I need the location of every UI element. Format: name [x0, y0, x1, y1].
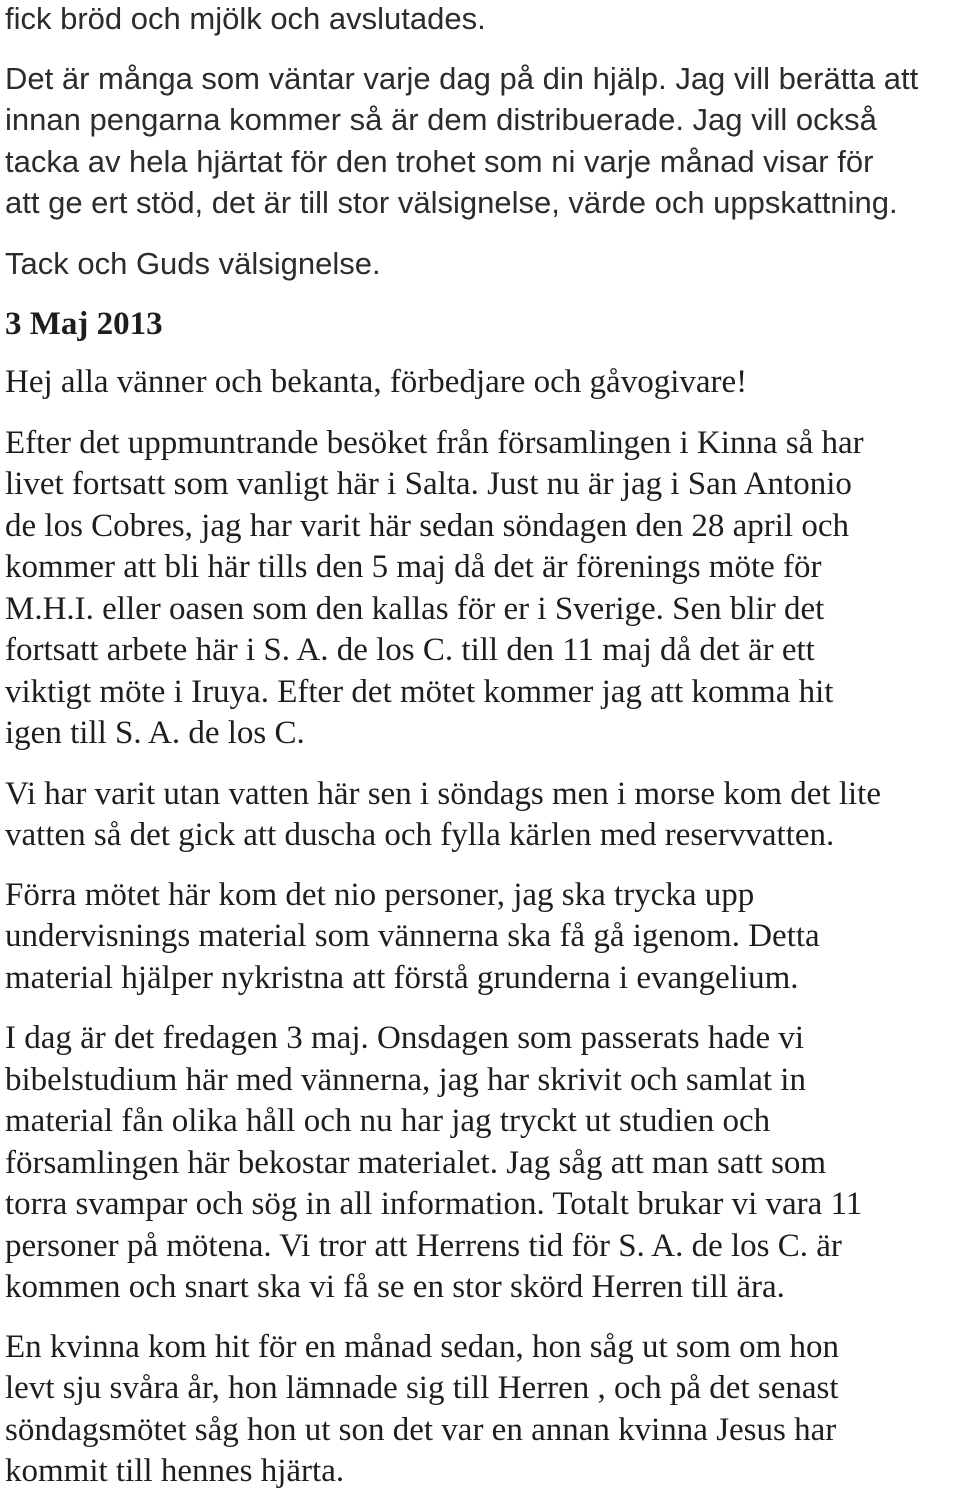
intro-line: Tack och Guds välsignelse. [5, 246, 381, 281]
intro-line: att ge ert stöd, det är till stor välsignelse, värde och uppskattning. [5, 185, 898, 220]
paragraph-5-line: En kvinna kom hit för en månad sedan, hon såg ut som om hon [5, 1329, 840, 1365]
paragraph-4-line: material fån olika håll och nu har jag tryckt ut studien och [5, 1103, 771, 1139]
paragraph-3-line: material hjälper nykristna att förstå grunderna i evangelium. [5, 960, 799, 996]
paragraph-4-line: kommen och snart ska vi få se en stor skörd Herren till ära. [5, 1269, 785, 1305]
paragraph-4-line: personer på mötena. Vi tror att Herrens tid för S. A. de los C. är [5, 1228, 842, 1264]
paragraph-1-line: livet fortsatt som vanligt här i Salta. Just nu är jag i San Antonio [5, 466, 852, 502]
paragraph-4-line: församlingen här bekostar materialet. Jag såg att man satt som [5, 1145, 827, 1181]
paragraph-3-line: Förra mötet här kom det nio personer, jag ska trycka upp [5, 877, 755, 913]
paragraph-1-line: de los Cobres, jag har varit här sedan söndagen den 28 april och [5, 508, 849, 544]
paragraph-1-line: igen till S. A. de los C. [5, 715, 305, 751]
paragraph-1-line: kommer att bli här tills den 5 maj då det är förenings möte för [5, 549, 822, 585]
paragraph-5-line: kommit till hennes hjärta. [5, 1453, 345, 1489]
paragraph-2-line: vatten så det gick att duscha och fylla kärlen med reservvatten. [5, 817, 835, 853]
paragraph-4-line: torra svampar och sög in all information. Totalt brukar vi vara 11 [5, 1186, 863, 1222]
paragraph-5-line: söndagsmötet såg hon ut son det var en annan kvinna Jesus har [5, 1412, 837, 1448]
paragraph-5-line: levt sju svåra år, hon lämnade sig till Herren , och på det senast [5, 1370, 839, 1406]
paragraph-2-line: Vi har varit utan vatten här sen i söndags men i morse kom det lite [5, 776, 881, 812]
paragraph-3-line: undervisnings material som vännerna ska få gå igenom. Detta [5, 918, 820, 954]
letter-greeting: Hej alla vänner och bekanta, förbedjare och gåvogivare! [5, 364, 748, 400]
paragraph-1-line: M.H.I. eller oasen som den kallas för er i Sverige. Sen blir det [5, 591, 825, 627]
intro-line: tacka av hela hjärtat för den trohet som ni varje månad visar för [5, 144, 874, 179]
paragraph-4-line: bibelstudium här med vännerna, jag har skrivit och samlat in [5, 1062, 806, 1098]
letter-date: 3 Maj 2013 [5, 306, 163, 342]
paragraph-1-line: fortsatt arbete här i S. A. de los C. till den 11 maj då det är ett [5, 632, 815, 668]
intro-line: fick bröd och mjölk och avslutades. [5, 1, 486, 36]
paragraph-1-line: viktigt möte i Iruya. Efter det mötet kommer jag att komma hit [5, 674, 834, 710]
paragraph-4-line: I dag är det fredagen 3 maj. Onsdagen som passerats hade vi [5, 1020, 805, 1056]
intro-line: Det är många som väntar varje dag på din hjälp. Jag vill berätta att [5, 61, 919, 96]
intro-line: innan pengarna kommer så är dem distribuerade. Jag vill också [5, 102, 877, 137]
paragraph-1-line: Efter det uppmuntrande besöket från församlingen i Kinna så har [5, 425, 864, 461]
